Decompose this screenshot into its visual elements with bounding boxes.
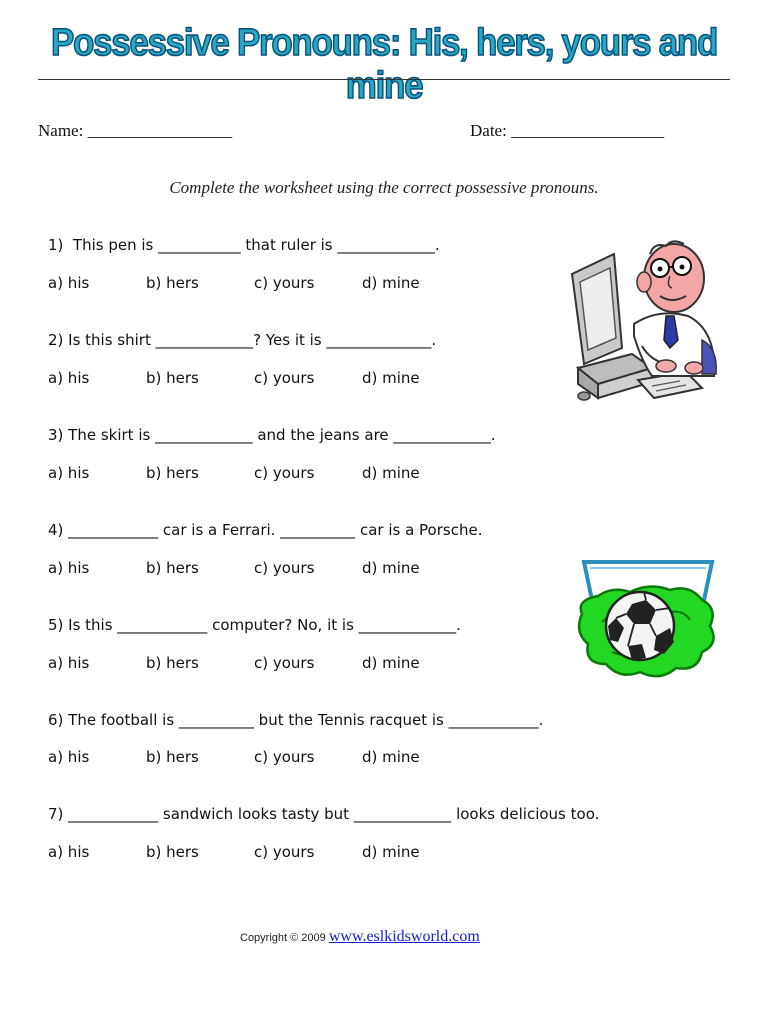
question-6[interactable]: 6) The football is __________ but the Tennis racquet is ____________. <box>48 711 544 729</box>
q6-option-d[interactable]: d) mine <box>362 748 420 766</box>
question-1[interactable]: 1) This pen is ___________ that ruler is _____________. <box>48 236 440 254</box>
q2-option-a[interactable]: a) his <box>48 369 90 387</box>
q3-option-d[interactable]: d) mine <box>362 464 420 482</box>
q5-option-a[interactable]: a) his <box>48 654 90 672</box>
q3-option-b[interactable]: b) hers <box>146 464 199 482</box>
q7-option-a[interactable]: a) his <box>48 843 90 861</box>
q2-option-c[interactable]: c) yours <box>254 369 315 387</box>
q4-option-a[interactable]: a) his <box>48 559 90 577</box>
q4-option-b[interactable]: b) hers <box>146 559 199 577</box>
q6-option-c[interactable]: c) yours <box>254 748 315 766</box>
footer <box>240 928 480 946</box>
instructions: Complete the worksheet using the correct possessive pronouns. <box>169 178 599 197</box>
question-7[interactable]: 7) ____________ sandwich looks tasty but _____________ looks delicious too. <box>48 805 600 823</box>
title-divider <box>38 79 730 80</box>
copyright-text: Copyright © 2009 <box>240 932 326 944</box>
q5-option-b[interactable]: b) hers <box>146 654 199 672</box>
q7-option-c[interactable]: c) yours <box>254 843 315 861</box>
q4-option-d[interactable]: d) mine <box>362 559 420 577</box>
soccer-ball-clipart <box>572 556 722 684</box>
q3-option-c[interactable]: c) yours <box>254 464 315 482</box>
worksheet-title: Possessive Pronouns: His, hers, yours and mine <box>50 22 718 107</box>
question-2[interactable]: 2) Is this shirt _____________? Yes it is ______________. <box>48 331 437 349</box>
q2-option-d[interactable]: d) mine <box>362 369 420 387</box>
date-field[interactable]: Date: __________________ <box>470 121 665 140</box>
question-5[interactable]: 5) Is this ____________ computer? No, it is _____________. <box>48 616 461 634</box>
question-4[interactable]: 4) ____________ car is a Ferrari. __________ car is a Porsche. <box>48 521 483 539</box>
q1-option-a[interactable]: a) his <box>48 274 90 292</box>
man-at-computer-clipart <box>562 236 724 408</box>
q6-option-b[interactable]: b) hers <box>146 748 199 766</box>
q1-option-c[interactable]: c) yours <box>254 274 315 292</box>
q4-option-c[interactable]: c) yours <box>254 559 315 577</box>
website-link[interactable]: www.eslkidsworld.com <box>328 928 480 945</box>
q1-option-b[interactable]: b) hers <box>146 274 199 292</box>
name-field[interactable]: Name: _________________ <box>38 121 233 140</box>
q1-option-d[interactable]: d) mine <box>362 274 420 292</box>
q7-option-b[interactable]: b) hers <box>146 843 199 861</box>
question-3[interactable]: 3) The skirt is _____________ and the jeans are _____________. <box>48 426 496 444</box>
q6-option-a[interactable]: a) his <box>48 748 90 766</box>
q2-option-b[interactable]: b) hers <box>146 369 199 387</box>
q5-option-c[interactable]: c) yours <box>254 654 315 672</box>
q7-option-d[interactable]: d) mine <box>362 843 420 861</box>
q5-option-d[interactable]: d) mine <box>362 654 420 672</box>
q3-option-a[interactable]: a) his <box>48 464 90 482</box>
